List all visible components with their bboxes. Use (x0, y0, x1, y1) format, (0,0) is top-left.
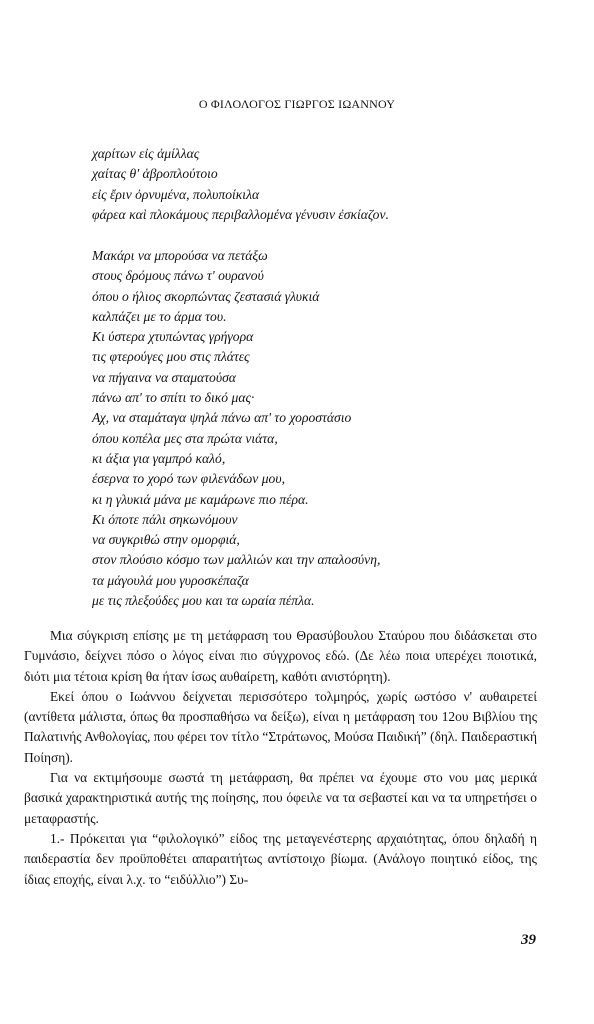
modern-greek-translation (92, 246, 562, 611)
poem-line: καλπάζει με το άρμα του. (92, 308, 227, 324)
paragraph: Εκεί όπου ο Ιωάννου δείχνεται περισσότερο τολμηρός, χωρίς ωστόσο ν' αυθαιρετεί (αντίθετα μάλιστα, όπως θα προσπαθήσω να δείξω), είναι η μετάφραση του 12ου Βιβλίου της Παλατινής Ανθολογίας, που φέρει τον τίτλο “Στράτωνος, Μούσα Παιδική” (δηλ. Παιδεραστική Ποίηση). (24, 688, 537, 765)
poem-line: να συγκριθώ στην ομορφιά, (92, 532, 240, 548)
poem-line: όπου κοπέλα μες στα πρώτα νιάτα, (92, 430, 278, 446)
poem-line: τα μάγουλά μου γυροσκέπαζα (92, 572, 249, 588)
running-header: Ο ΦΙΛΟΛΟΓΟΣ ΓΙΩΡΓΟΣ ΙΩΑΝΝΟΥ (198, 97, 396, 111)
poem-line: κι η γλυκιά μάνα με καμάρωνε πιο πέρα. (92, 491, 309, 507)
paragraph: Μια σύγκριση επίσης με τη μετάφραση του Θρασύβουλου Σταύρου που διδάσκεται στο Γυμνάσιο, δείχνει πόσο ο λόγος είναι πιο σύγχρονος εδώ. (Δε λέω ποια υπερέχει ποιοτικά, διότι μια τέτοια κρίση θα ήταν ίσως αυθαίρετη, καθότι ανιστόρητη). (24, 628, 537, 684)
paragraph: 1.- Πρόκειται για “φιλολογικό” είδος της μεταγενέστερης αρχαιότητας, όπου δηλαδή η παιδεραστία δεν προϋποθέτει απαραιτήτως αντίστοιχο βίωμα. (Ανάλογο ποιητικό είδος, της ίδιας εποχής, είναι λ.χ. το “ειδύλλιο”) Συ- (24, 830, 537, 887)
paragraph: Για να εκτιμήσουμε σωστά τη μετάφραση, θα πρέπει να έχουμε στο νου μας μερικά βασικά χαρακτηριστικά αυτής της ποίησης, που όφειλε να τα σεβαστεί και να τα υπηρετήσει ο μεταφραστής. (24, 770, 537, 826)
body-text (24, 626, 537, 890)
poem-line: να πήγαινα να σταματούσα (92, 369, 236, 385)
poem-line: χαρίτων εἰς ἁμίλλας (92, 146, 200, 161)
poem-line: τις φτερούγες μου στις πλάτες (92, 349, 250, 365)
poem-line: Αχ, να σταμάταγα ψηλά πάνω απ' το χοροστάσιο (92, 410, 352, 426)
poem-line: εἰς ἔριν ὀρνυμένα, πολυποίκιλα (92, 186, 260, 202)
page-number: 39 (521, 932, 536, 948)
poem-line: χαίτας θ' ἁβροπλούτοιο (92, 166, 218, 182)
poem-line: με τις πλεξούδες μου και τα ωραία πέπλα. (92, 593, 315, 609)
poem-line: Κι ύστερα χτυπώντας γρήγορα (92, 329, 254, 345)
poem-line: στον πλούσιο κόσμο των μαλλιών και την απαλοσύνη, (92, 552, 381, 568)
poem-line: κι άξια για γαμπρό καλό, (92, 450, 226, 466)
ancient-greek-poem (92, 144, 562, 225)
poem-line: έσερνα το χορό των φιλενάδων μου, (92, 471, 285, 487)
poem-line: όπου ο ήλιος σκορπώντας ζεστασιά γλυκιά (92, 288, 320, 304)
poem-line: φάρεα καὶ πλοκάμους περιβαλλομένα γένυσιν ἐσκίαζον. (92, 206, 389, 222)
poem-line: πάνω απ' το σπίτι το δικό μας· (92, 390, 255, 406)
poem-line: στους δρόμους πάνω τ' ουρανού (92, 268, 264, 284)
poem-line: Μακάρι να μπορούσα να πετάξω (92, 248, 268, 263)
poem-line: Κι όποτε πάλι σηκωνόμουν (92, 511, 238, 527)
